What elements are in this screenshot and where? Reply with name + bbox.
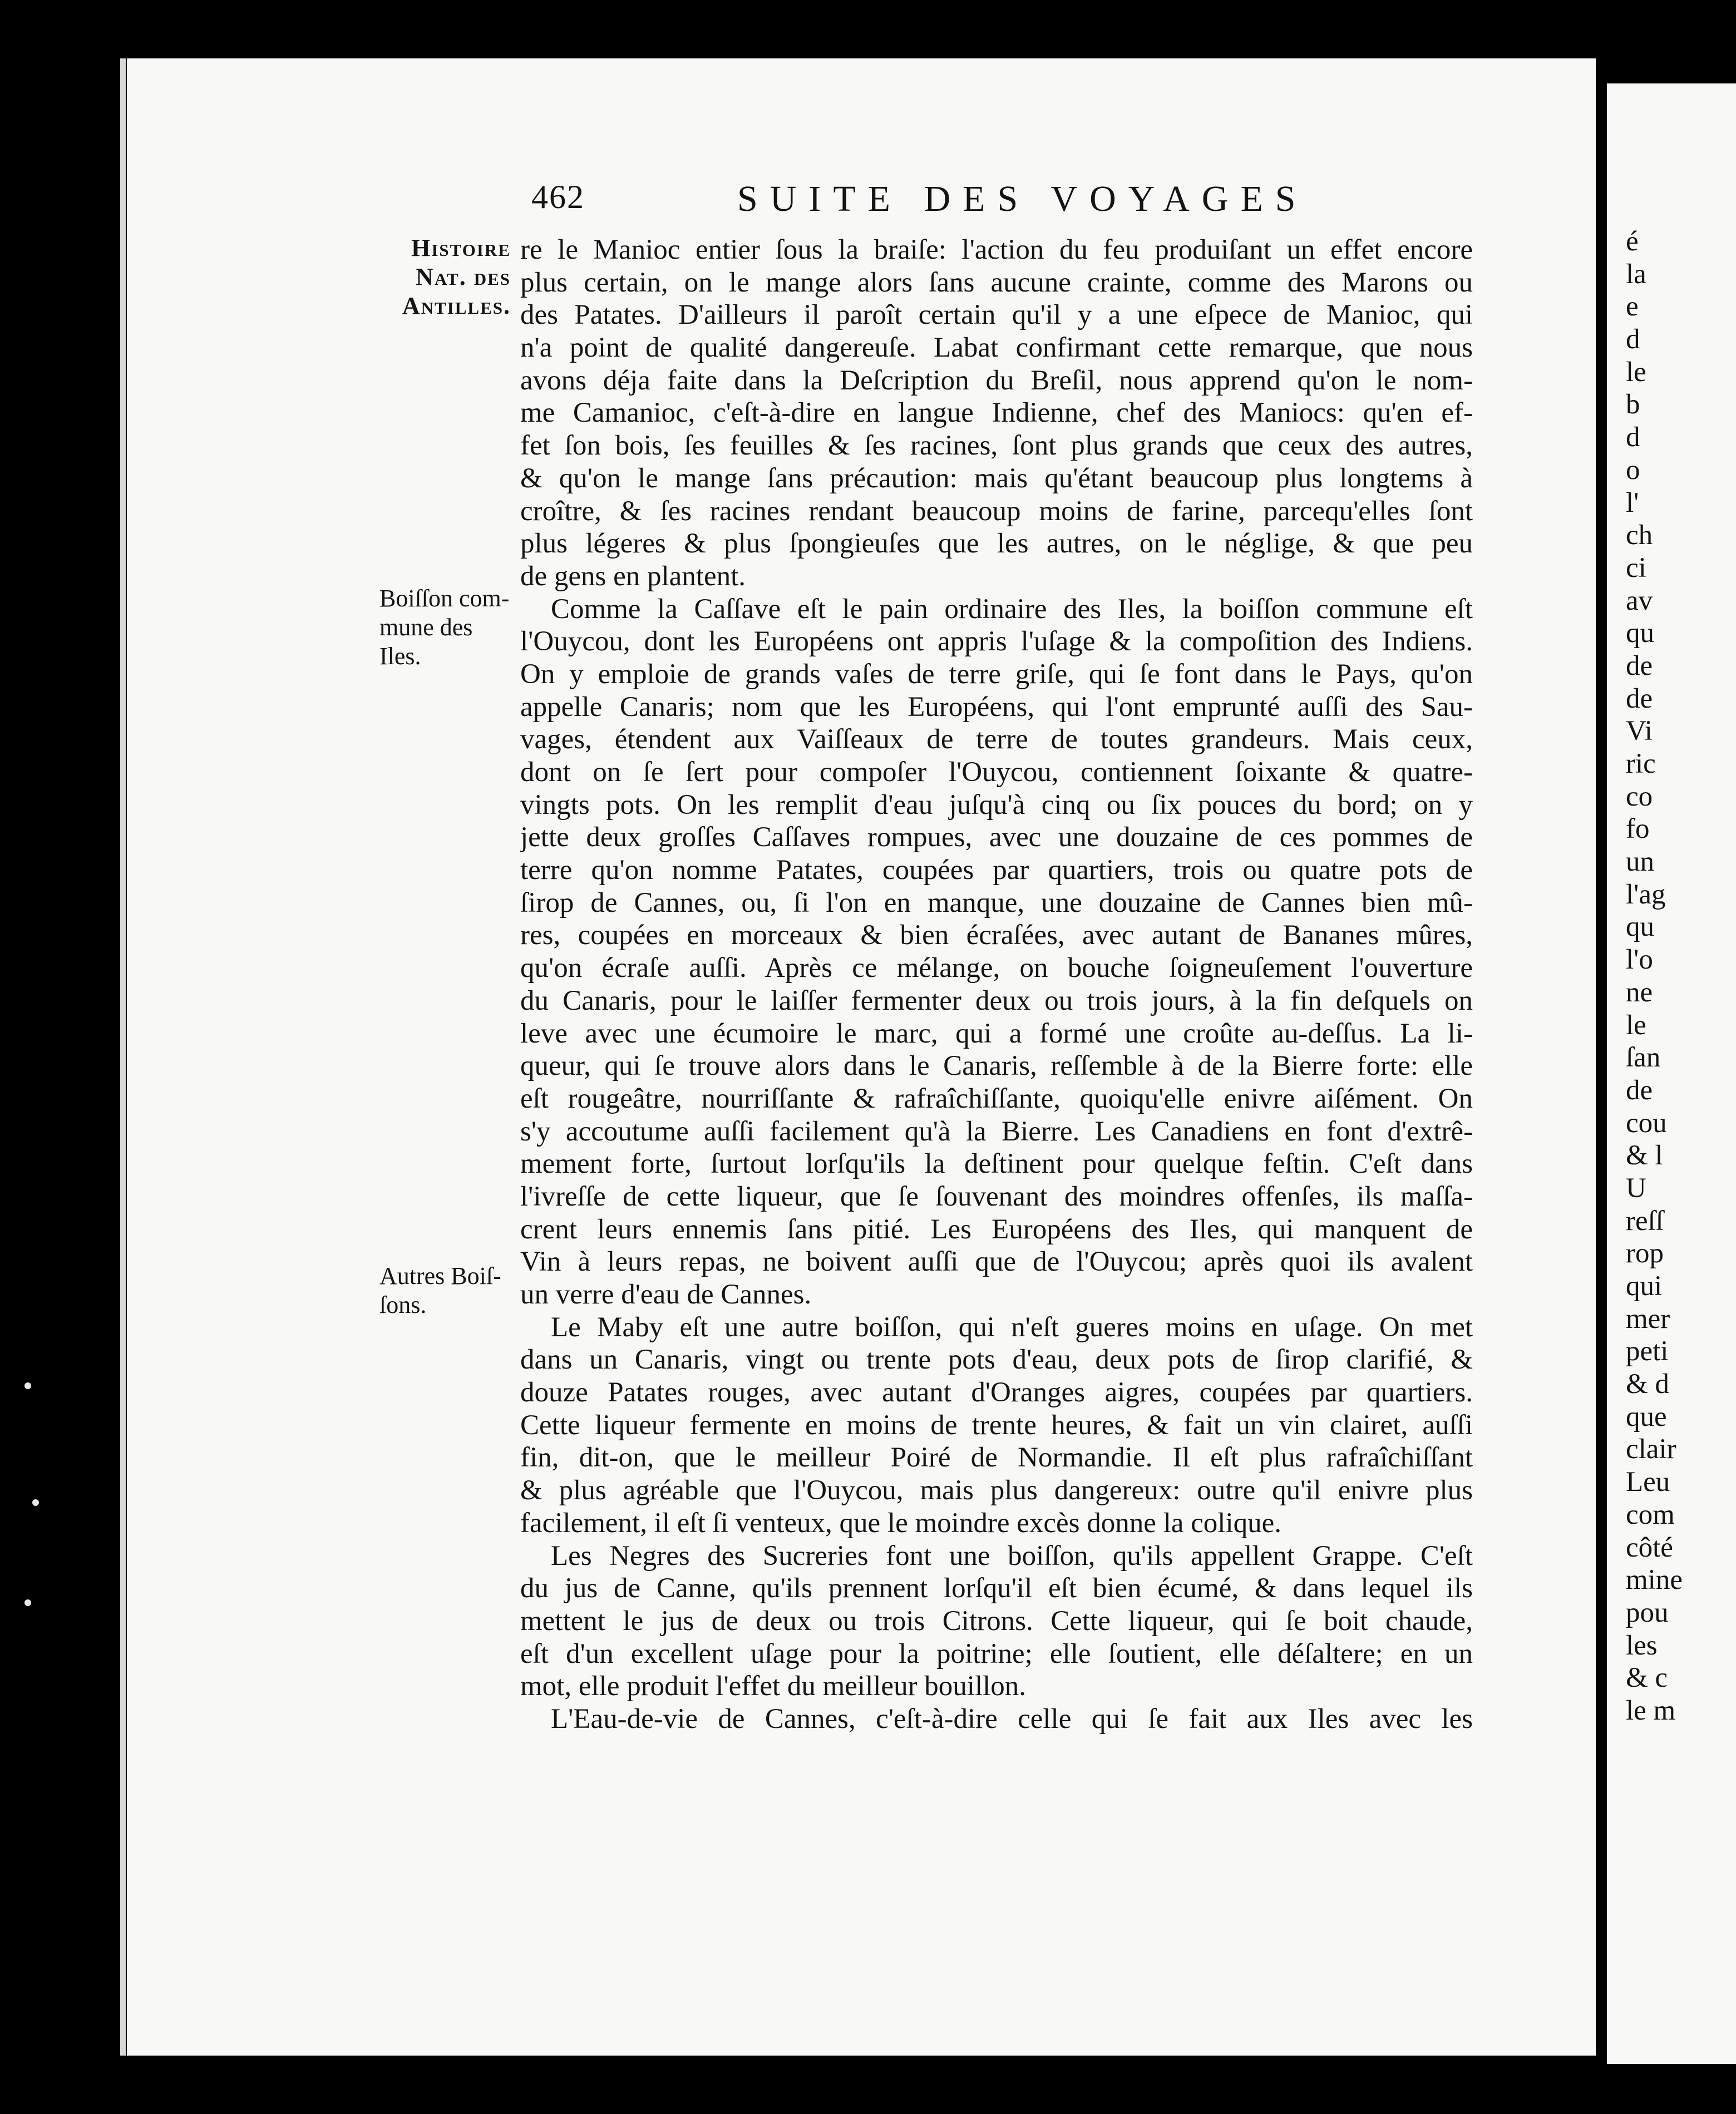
facing-page-fragment: peti: [1626, 1336, 1669, 1367]
scan-speck: [24, 1599, 31, 1606]
facing-page-fragment: la: [1626, 258, 1646, 290]
facing-page-fragment: Leu: [1626, 1466, 1670, 1498]
facing-page-fragment: co: [1626, 781, 1653, 812]
margin-note-line: Boiſſon com-: [379, 585, 510, 612]
facing-page-fragment: reſſ: [1626, 1205, 1664, 1237]
text-line: Les Negres des Sucreries font une boiſſon, qu'ils appellent Grappe. C'eſt: [551, 1540, 1473, 1572]
facing-page-fragment: le: [1626, 356, 1646, 388]
text-line: & qu'on le mange ſans précaution: mais qu'étant beaucoup plus longtems à: [520, 462, 1473, 494]
text-line: des Patates. D'ailleurs il paroît certain qu'il y a une eſpece de Manioc, qui: [520, 299, 1473, 331]
facing-page-fragment: fo: [1626, 813, 1650, 845]
facing-page-fragment: ne: [1626, 976, 1653, 1008]
facing-page-fragment: de: [1626, 650, 1653, 681]
facing-page-fragment: com: [1626, 1499, 1675, 1530]
facing-page-fragment: les: [1626, 1629, 1658, 1661]
facing-page-fragment: qui: [1626, 1271, 1663, 1302]
margin-note-line: Histoire: [411, 234, 511, 261]
text-line: eſt rougeâtre, nourriſſante & rafraîchiſſante, quoiqu'elle enivre aiſément. On: [520, 1083, 1473, 1114]
page-edge: [120, 58, 126, 2056]
facing-page-fragment: ſan: [1626, 1042, 1661, 1074]
text-line: facilement, il eſt ſi venteux, que le moindre excès donne la colique.: [520, 1507, 1282, 1539]
text-line: vingts pots. On les remplit d'eau juſqu'à cinq ou ſix pouces du bord; on y: [520, 789, 1473, 821]
text-line: s'y accoutume auſſi facilement qu'à la Bierre. Les Canadiens en font d'extrê-: [520, 1115, 1473, 1147]
text-line: leve avec une écumoire le marc, qui a formé une croûte au-deſſus. La li-: [520, 1018, 1473, 1049]
facing-page-fragment: l': [1626, 487, 1639, 518]
text-line: eſt d'un excellent uſage pour la poitrine; elle ſoutient, elle déſaltere; en un: [520, 1638, 1473, 1670]
text-line: fet ſon bois, ſes feuilles & ſes racines, ſont plus grands que ceux des autres,: [520, 430, 1473, 462]
margin-note-histoire: [377, 234, 511, 320]
text-line: douze Patates rouges, avec autant d'Oranges aigres, coupées par quartiers.: [520, 1377, 1473, 1409]
facing-page-fragment: & l: [1626, 1140, 1663, 1172]
text-line: jette deux groſſes Caſſaves rompues, avec une douzaine de ces pommes de: [520, 822, 1473, 853]
text-line: queur, qui ſe trouve alors dans le Canaris, reſſemble à de la Bierre forte: elle: [520, 1050, 1473, 1082]
facing-page-fragment: U: [1626, 1172, 1646, 1204]
text-line: re le Manioc entier ſous la braiſe: l'action du feu produiſant un effet encore: [520, 234, 1473, 265]
facing-page-fragment: l'ag: [1626, 878, 1666, 910]
margin-note-autres: [379, 1262, 513, 1320]
text-line: res, coupées en morceaux & bien écraſées, avec autant de Bananes mûres,: [520, 920, 1473, 951]
facing-page-fragment: qu: [1626, 618, 1654, 649]
text-line: & plus agréable que l'Ouycou, mais plus dangereux: outre qu'il enivre plus: [520, 1475, 1473, 1507]
margin-note-line: Nat. des: [416, 263, 511, 290]
margin-note-line: Antilles.: [402, 292, 511, 319]
text-line: crent leurs ennemis ſans pitié. Les Européens des Iles, qui manquent de: [520, 1213, 1473, 1245]
margin-note-boisson: [379, 584, 513, 671]
facing-page-fragment: que: [1626, 1401, 1667, 1433]
text-line: mettent le jus de deux ou trois Citrons. Cette liqueur, qui ſe boit chaude,: [520, 1605, 1473, 1637]
text-line: de gens en plantent.: [520, 560, 746, 592]
facing-page-fragment: o: [1626, 454, 1640, 486]
facing-page-fragment: de: [1626, 683, 1653, 714]
text-line: L'Eau-de-vie de Cannes, c'eſt-à-dire celle qui ſe fait aux Iles avec les: [551, 1703, 1473, 1735]
text-line: un verre d'eau de Cannes.: [520, 1279, 812, 1310]
facing-page-fragment: le m: [1626, 1695, 1676, 1726]
facing-page-fragment: é: [1626, 226, 1639, 257]
facing-page-fragment: côté: [1626, 1532, 1673, 1563]
facing-page-fragment: cou: [1626, 1107, 1667, 1139]
text-line: l'ivreſſe de cette liqueur, que ſe ſouvenant des moindres offenſes, ils maſſa-: [520, 1181, 1473, 1212]
facing-page-fragment: pou: [1626, 1597, 1669, 1628]
facing-page-fragment: Vi: [1626, 715, 1653, 747]
margin-note-line: Autres Boiſ-: [379, 1262, 501, 1290]
facing-page-fragment: b: [1626, 389, 1640, 421]
text-line: du jus de Canne, qu'ils prennent lorſqu'il eſt bien écumé, & dans lequel ils: [520, 1573, 1473, 1604]
text-line: plus légeres & plus ſpongieuſes que les autres, on le néglige, & que peu: [520, 528, 1473, 560]
scan-speck: [32, 1499, 39, 1506]
text-line: Le Maby eſt une autre boiſſon, qui n'eſt gueres moins en uſage. On met: [551, 1311, 1473, 1343]
facing-page-fragment: & d: [1626, 1369, 1669, 1400]
text-line: l'Ouycou, dont les Européens ont appris l'uſage & la compoſition des Indiens.: [520, 626, 1473, 658]
text-line: Comme la Caſſave eſt le pain ordinaire des Iles, la boiſſon commune eſt: [551, 593, 1473, 625]
text-line: fin, dit-on, que le meilleur Poiré de Normandie. Il eſt plus rafraîchiſſant: [520, 1442, 1473, 1474]
text-line: me Camanioc, c'eſt-à-dire en langue Indienne, chef des Maniocs: qu'en ef-: [520, 397, 1473, 429]
text-line: plus certain, on le mange alors ſans aucune crainte, comme des Marons ou: [520, 266, 1473, 298]
facing-page-fragment: av: [1626, 585, 1653, 616]
page-header: [531, 178, 1308, 228]
text-line: n'a point de qualité dangereuſe. Labat confirmant cette remarque, que nous: [520, 332, 1473, 364]
text-line: mement forte, ſurtout lorſqu'ils la deſtinent pour quelque feſtin. C'eſt dans: [520, 1148, 1473, 1180]
text-line: vages, étendent aux Vaiſſeaux de terre de toutes grandeurs. Mais ceux,: [520, 724, 1473, 755]
facing-page-fragment: ch: [1626, 520, 1653, 551]
text-line: dans un Canaris, vingt ou trente pots d'eau, deux pots de ſirop clarifié, &: [520, 1344, 1473, 1376]
facing-page-fragment: d: [1626, 324, 1640, 355]
text-line: terre qu'on nomme Patates, coupées par quartiers, trois ou quatre pots de: [520, 855, 1473, 886]
margin-note-line: Iles.: [379, 643, 421, 670]
facing-page-fragment: mer: [1626, 1303, 1670, 1335]
facing-page-fragment: e: [1626, 291, 1639, 323]
text-line: avons déja faite dans la Deſcription du Breſil, nous apprend qu'on le nom-: [520, 364, 1473, 396]
facing-page-fragment: clair: [1626, 1434, 1676, 1465]
facing-page-fragment: ric: [1626, 748, 1656, 779]
text-line: On y emploie de grands vaſes de terre griſe, qui ſe font dans le Pays, qu'on: [520, 658, 1473, 690]
text-line: dont on ſe ſert pour compoſer l'Ouycou, contiennent ſoixante & quatre-: [520, 757, 1473, 788]
body-text: [520, 234, 1473, 1736]
margin-note-line: mune des: [379, 614, 473, 641]
text-line: Vin à leurs repas, ne boivent auſſi que de l'Ouycou; après quoi ils avalent: [520, 1246, 1473, 1278]
facing-page-fragment: un: [1626, 846, 1654, 878]
facing-page-fragment: ci: [1626, 552, 1646, 584]
facing-page-text: [1626, 225, 1683, 1727]
margin-note-line: ſons.: [379, 1291, 427, 1318]
facing-page-fragment: rop: [1626, 1238, 1664, 1270]
text-line: appelle Canaris; nom que les Européens, qui l'ont emprunté auſſi des Sau-: [520, 691, 1473, 723]
text-line: mot, elle produit l'effet du meilleur bouillon.: [520, 1671, 1027, 1702]
text-line: ſirop de Cannes, ou, ſi l'on en manque, une douzaine de Cannes bien mû-: [520, 887, 1473, 918]
text-line: du Canaris, pour le laiſſer fermenter deux ou trois jours, à la fin deſquels on: [520, 985, 1473, 1016]
text-line: Cette liqueur fermente en moins de trente heures, & fait un vin clairet, auſſi: [520, 1409, 1473, 1441]
facing-page-fragment: l'o: [1626, 944, 1653, 976]
facing-page-fragment: d: [1626, 422, 1640, 453]
facing-page-fragment: & c: [1626, 1662, 1668, 1694]
text-line: croître, & ſes racines rendant beaucoup moins de farine, parcequ'elles ſont: [520, 495, 1473, 527]
facing-page-fragment: de: [1626, 1074, 1653, 1106]
page-number: 462: [531, 179, 585, 215]
scan-speck: [24, 1382, 31, 1389]
facing-page-fragment: le: [1626, 1009, 1646, 1041]
facing-page-fragment: qu: [1626, 911, 1654, 943]
facing-page-fragment: mine: [1626, 1564, 1683, 1596]
running-title: SUITE DES VOYAGES: [737, 179, 1308, 219]
text-line: qu'on écraſe auſſi. Après ce mélange, on bouche ſoigneuſement l'ouverture: [520, 952, 1473, 984]
